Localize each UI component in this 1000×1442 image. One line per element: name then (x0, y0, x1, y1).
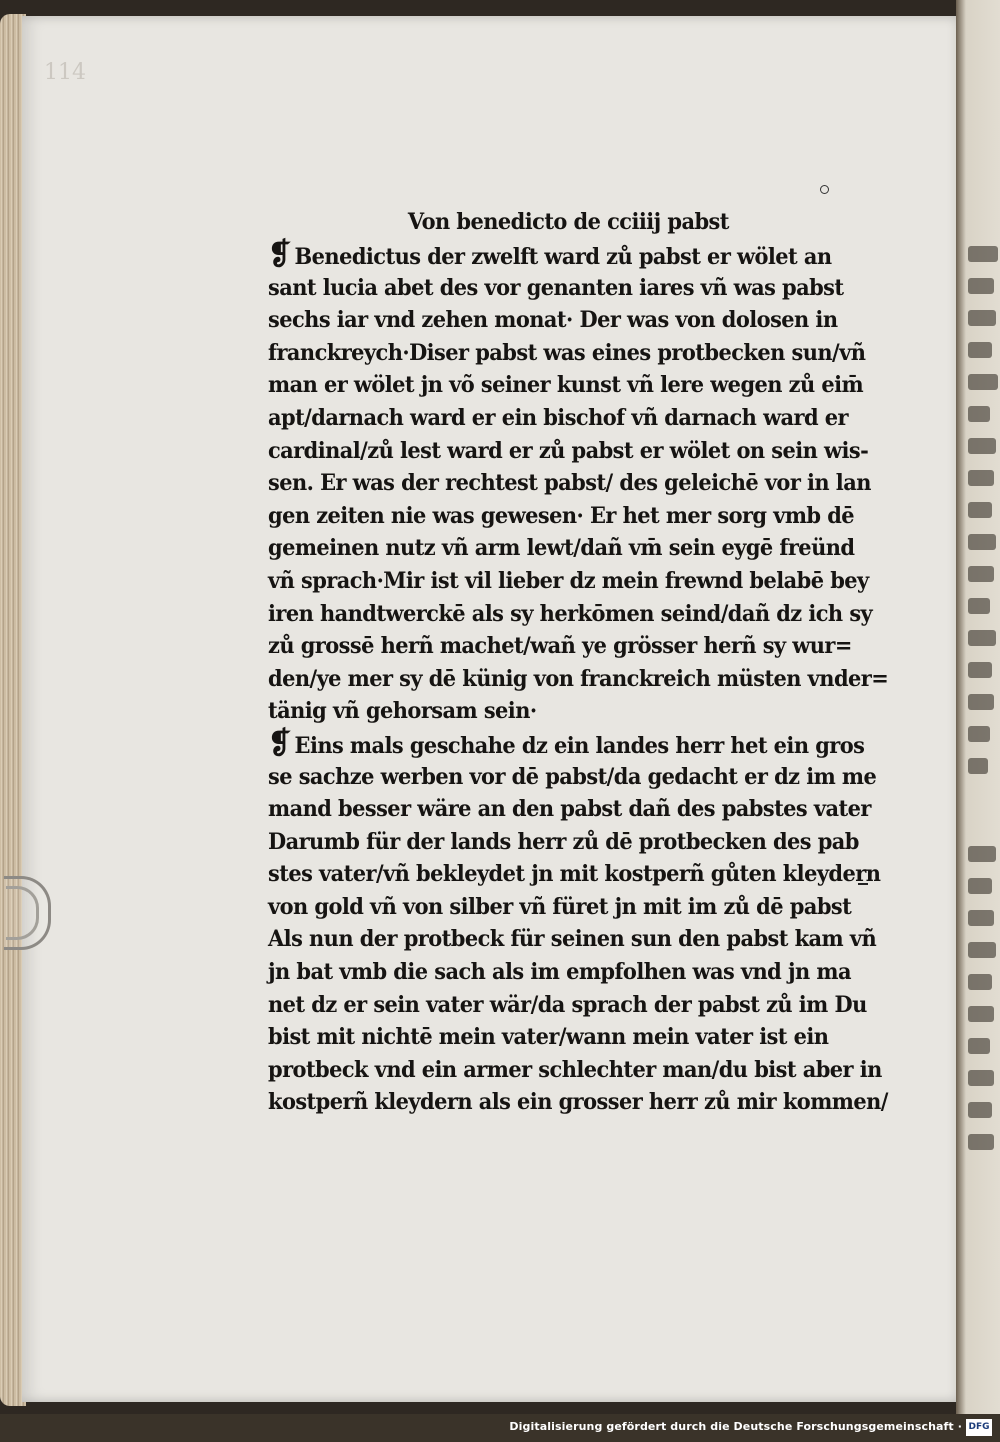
line-text: Darumb für der lands herr zů dē protbecken des pab (268, 828, 859, 855)
pilcrow-icon: ❡ (268, 725, 291, 761)
line-text: cardinal/zů lest ward er zů pabst er wölet on sein wis- (268, 437, 869, 464)
facing-page-text (968, 470, 994, 486)
text-line (268, 237, 832, 272)
facing-page-text (968, 406, 990, 422)
facing-page-text (968, 438, 996, 454)
line-text: Benedictus der zwelft ward zů pabst er wölet an (294, 244, 832, 270)
text-line (268, 956, 851, 989)
text-line (268, 891, 852, 924)
facing-page-text (968, 974, 992, 990)
facing-page-text (968, 726, 990, 742)
text-line (268, 532, 855, 565)
facing-page-text (968, 758, 988, 774)
text-line (268, 337, 866, 370)
facing-page-text (968, 278, 994, 294)
line-text: sant lucia abet des vor genanten iares vñ was pabst (268, 274, 844, 301)
text-line (268, 402, 849, 435)
facing-page-text (968, 662, 992, 678)
line-text: tänig vñ gehorsam sein· (268, 698, 537, 725)
line-text: kostperñ kleydern als ein grosser herr zů mir kommen/ (268, 1089, 888, 1116)
text-line (268, 435, 869, 468)
facing-page-text (968, 878, 992, 894)
facing-page-text (968, 310, 996, 326)
line-text: franckreych·Diser pabst was eines protbecken sun/vñ (268, 339, 866, 366)
facing-page-text (968, 342, 992, 358)
facing-page-text (968, 374, 998, 390)
text-line (268, 826, 859, 859)
footer-credit: Digitalisierung gefördert durch die Deutsche Forschungsgemeinschaft · (509, 1420, 962, 1433)
footer-bar (0, 1414, 1000, 1442)
facing-page-text (968, 1102, 992, 1118)
facing-page-text (968, 534, 996, 550)
text-line (268, 663, 889, 696)
line-text: protbeck vnd ein armer schlechter man/du bist aber in (268, 1056, 882, 1083)
text-line (268, 304, 838, 337)
line-text: gemeinen nutz vñ arm lewt/dañ vm̄ sein eygē freünd (268, 535, 855, 562)
line-text: stes vater/vñ bekleydet jn mit kostperñ gůten kleydern (268, 861, 881, 888)
line-text: jn bat vmb die sach als im empfolhen was vnd jn ma (268, 959, 851, 986)
text-line (268, 1021, 829, 1054)
facing-page-text (968, 502, 992, 518)
paragraph (268, 725, 888, 1119)
text-line (268, 598, 873, 631)
line-text: Eins mals geschahe dz ein landes herr het ein gros (294, 732, 865, 759)
facing-page-text (968, 846, 996, 862)
line-text: sen. Er was der rechtest pabst/ des geleichē vor in lan (268, 470, 871, 497)
text-line (268, 858, 881, 891)
folio-number: 114 (44, 60, 86, 85)
text-line (268, 369, 864, 402)
facing-page-text (968, 566, 994, 582)
text-line (268, 793, 871, 826)
text-line (268, 695, 826, 728)
line-text: zů grossē herñ machet/wañ ye grösser herñ sy wur= (268, 633, 852, 660)
text-line (268, 1054, 882, 1087)
facing-page-text (968, 630, 996, 646)
text-line (268, 989, 867, 1022)
text-line (268, 565, 869, 598)
facing-page-text (968, 598, 990, 614)
paragraph (268, 237, 889, 728)
facing-page-text (968, 1006, 994, 1022)
facing-page-text (968, 910, 994, 926)
text-block (268, 205, 889, 1119)
line-text: net dz er sein vater wär/da sprach der pabst zů im Du (268, 991, 867, 1018)
line-text: vñ sprach·Mir ist vil lieber dz mein frewnd belabē bey (268, 567, 869, 594)
facing-page-text (968, 942, 996, 958)
line-text: se sachze werben vor dē pabst/da gedacht er dz im me (268, 763, 877, 790)
text-line (268, 500, 855, 533)
text-line (268, 467, 871, 500)
dfg-logo: DFG (966, 1419, 992, 1436)
text-line (268, 272, 844, 305)
paper-clip-inner (6, 886, 39, 940)
chapter-heading: Von benedicto de cciiij pabst (407, 209, 729, 235)
text-line (268, 761, 877, 794)
text-line (268, 725, 865, 761)
text-line (268, 630, 852, 663)
page-dot-mark (820, 185, 829, 194)
line-text: mand besser wäre an den pabst dañ des pabstes vater (268, 796, 871, 823)
line-text: apt/darnach ward er ein bischof vñ darnach ward er (268, 404, 849, 431)
text-line (268, 1086, 888, 1119)
facing-page-text (968, 694, 994, 710)
facing-page-text (968, 1134, 994, 1150)
text-line (268, 923, 877, 956)
line-text: man er wölet jn võ seiner kunst vñ lere wegen zů eim̄ (268, 372, 864, 399)
pilcrow-icon: ❡ (268, 237, 291, 272)
line-text: gen zeiten nie was gewesen· Er het mer sorg vmb dē (268, 502, 855, 529)
line-text: den/ye mer sy dē künig von franckreich müsten vnder= (268, 665, 889, 692)
line-text: bist mit nichtē mein vater/wann mein vater ist ein (268, 1024, 829, 1051)
line-text: Als nun der protbeck für seinen sun den pabst kam vñ (268, 926, 877, 953)
line-text: sechs iar vnd zehen monat· Der was von dolosen in (268, 307, 838, 334)
line-text: iren handtwerckē als sy herkōmen seind/dañ dz ich sy (268, 600, 873, 627)
facing-page-text (968, 1070, 994, 1086)
facing-page-text (968, 1038, 990, 1054)
line-text: von gold vñ von silber vñ füret jn mit im zů dē pabst (268, 893, 852, 920)
facing-page-text (968, 246, 998, 262)
